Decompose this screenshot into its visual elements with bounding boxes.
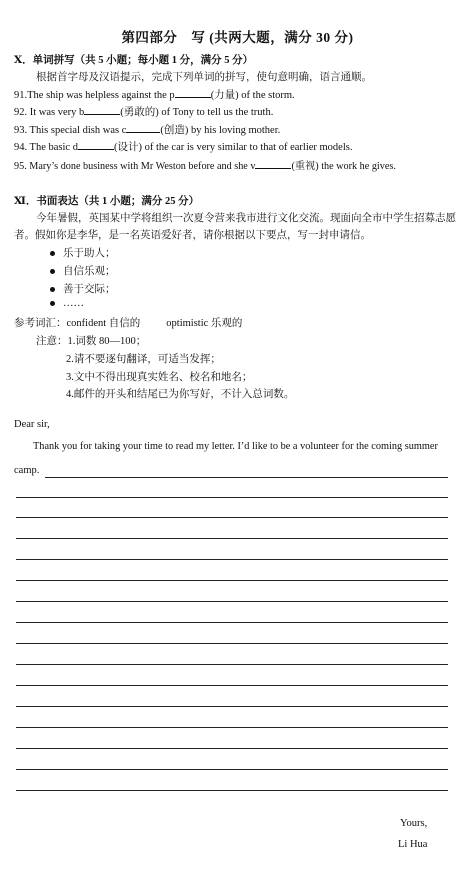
vocab-word: optimistic 乐观的 <box>166 318 243 329</box>
notes-label: 注意： <box>36 336 68 347</box>
writing-line[interactable] <box>16 790 448 791</box>
writing-line[interactable] <box>16 601 448 602</box>
bullet-icon <box>50 301 55 306</box>
question-93 <box>14 122 280 137</box>
writing-line[interactable] <box>16 580 448 581</box>
writing-line[interactable] <box>45 477 448 478</box>
key-point <box>50 298 84 309</box>
question-91-hint: (力量) of the storm. <box>210 90 295 101</box>
writing-line[interactable] <box>16 538 448 539</box>
question-92-text: 92. It was very b <box>14 107 85 118</box>
vocab-label: 参考词汇：confident 自信的 <box>14 318 141 329</box>
writing-line[interactable] <box>16 748 448 749</box>
question-95-hint: (重视) the work he gives. <box>291 161 396 172</box>
note-item: 3.文中不得出现真实姓名、校名和地名； <box>66 372 253 383</box>
question-93-text: 93. This special dish was c <box>14 125 127 136</box>
bullet-icon <box>50 287 55 292</box>
question-93-hint: (创造) by his loving mother. <box>160 125 281 136</box>
section-10-heading: Ⅹ．单词拼写（共 5 小题；每小题 1 分，满分 5 分） <box>14 55 254 66</box>
key-point-text: 乐于助人； <box>63 248 116 259</box>
question-94-hint: (设计) of the car is very similar to that of earlier models. <box>113 142 353 153</box>
letter-opening: Thank you for taking your time to read my letter. I’d like to be a volunteer for the coming summer <box>33 441 438 452</box>
writing-line[interactable] <box>16 622 448 623</box>
answer-blank[interactable] <box>78 139 114 150</box>
key-point-text: 善于交际； <box>63 284 116 295</box>
question-92 <box>14 104 273 119</box>
writing-line[interactable] <box>16 664 448 665</box>
writing-line[interactable] <box>16 769 448 770</box>
key-point-text: 自信乐观； <box>63 266 116 277</box>
writing-line[interactable] <box>16 685 448 686</box>
key-point <box>50 245 116 260</box>
key-point <box>50 281 116 296</box>
note-item: 1.词数 80—100； <box>67 336 147 347</box>
writing-line[interactable] <box>16 559 448 560</box>
letter-signature: Li Hua <box>398 839 428 850</box>
question-95 <box>14 157 396 172</box>
writing-line[interactable] <box>16 643 448 644</box>
part-title: 第四部分 写 (共两大题，满分 30 分) <box>121 30 354 45</box>
question-94-text: 94. The basic d <box>14 142 78 153</box>
notes-line-1 <box>36 333 146 348</box>
note-item: 2.请不要逐句翻译，可适当发挥； <box>66 354 221 365</box>
section-11-heading: Ⅺ．书面表达（共 1 小题；满分 25 分） <box>14 196 200 207</box>
letter-closing: Yours, <box>400 818 428 829</box>
writing-prompt-line-1: 今年暑假，英国某中学将组织一次夏令营来我市进行文化交流。现面向全市中学生招募志愿 <box>36 213 456 224</box>
writing-line[interactable] <box>16 706 448 707</box>
key-point <box>50 263 116 278</box>
note-item: 4.邮件的开头和结尾已为你写好，不计入总词数。 <box>66 389 295 400</box>
bullet-icon <box>50 269 55 274</box>
writing-line[interactable] <box>16 497 448 498</box>
writing-line[interactable] <box>16 727 448 728</box>
key-point-text: …… <box>63 298 84 309</box>
question-92-hint: (勇敢的) of Tony to tell us the truth. <box>120 107 274 118</box>
answer-blank[interactable] <box>175 87 211 98</box>
question-91-text: 91.The ship was helpless against the p <box>14 90 175 101</box>
letter-camp-word: camp. <box>14 465 40 476</box>
section-10-instruction: 根据首字母及汉语提示，完成下列单词的拼写，使句意明确，语言通顺。 <box>36 72 372 83</box>
bullet-icon <box>50 251 55 256</box>
question-95-text: 95. Mary’s done business with Mr Weston before and she v <box>14 161 256 172</box>
question-94 <box>14 139 352 154</box>
writing-prompt-line-2: 者。假如你是李华，是一名英语爱好者，请你根据以下要点，写一封申请信。 <box>14 230 371 241</box>
question-91 <box>14 87 295 102</box>
answer-blank[interactable] <box>126 122 160 133</box>
answer-blank[interactable] <box>255 158 291 169</box>
writing-line[interactable] <box>16 517 448 518</box>
letter-salutation: Dear sir, <box>14 419 50 430</box>
vocabulary-reference <box>14 315 242 330</box>
answer-blank[interactable] <box>84 104 120 115</box>
